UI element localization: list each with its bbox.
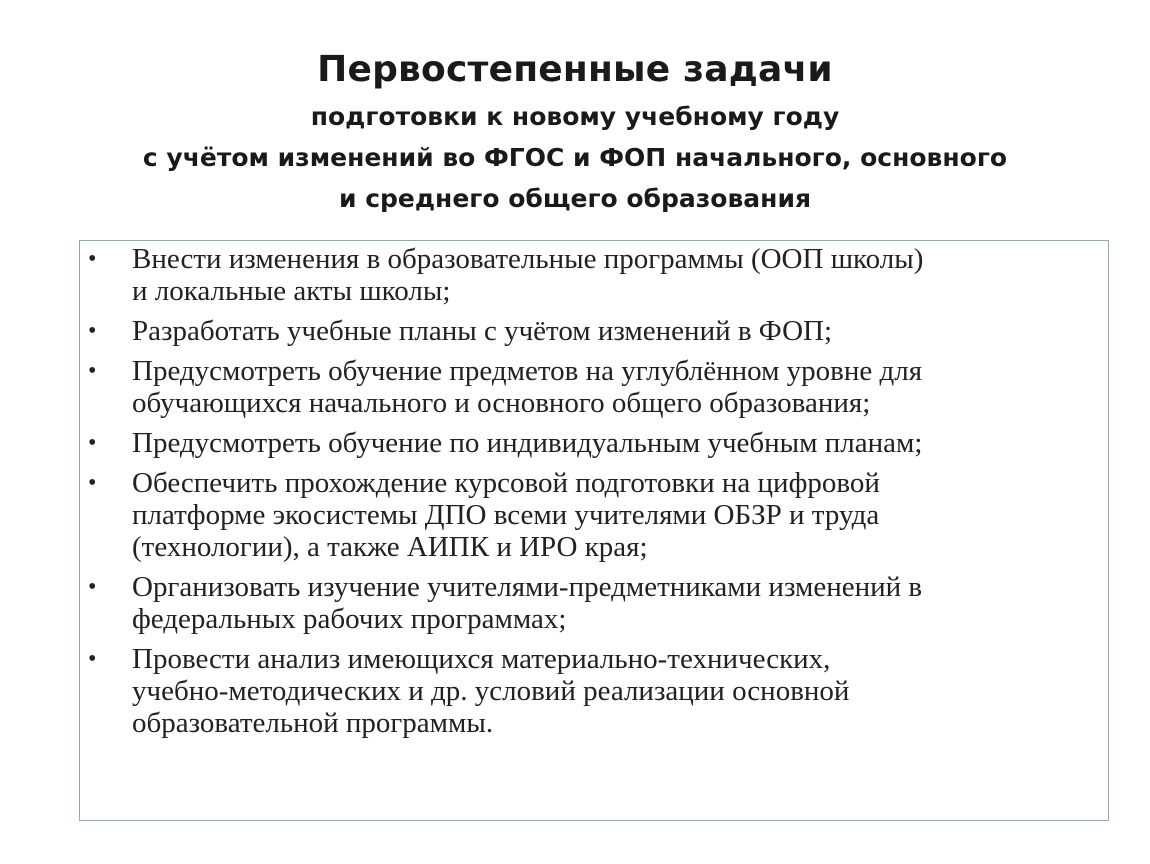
title-main: Первостепенные задачи	[317, 49, 833, 90]
task-text-line: Внести изменения в образовательные программы (ООП школы)	[132, 243, 924, 275]
task-item	[80, 643, 1110, 739]
task-text-line: Обеспечить прохождение курсовой подготовки на цифровой	[132, 467, 880, 499]
task-item	[80, 571, 1110, 635]
task-text-line: учебно-методических и др. условий реализации основной	[132, 675, 850, 707]
content-box	[79, 240, 1109, 821]
title-line-3: с учётом изменений во ФГОС и ФОП начального, основного	[142, 143, 1008, 172]
task-item	[80, 355, 1110, 419]
task-item	[80, 467, 1110, 563]
bullet-icon: •	[88, 318, 97, 344]
bullet-icon: •	[88, 430, 97, 456]
task-text-line: обучающихся начального и основного общего образования;	[132, 387, 871, 419]
bullet-icon: •	[88, 470, 97, 496]
task-text-line: образовательной программы.	[132, 707, 494, 739]
task-text-line: (технологии), а также АИПК и ИРО края;	[132, 531, 648, 563]
task-text-line: и локальные акты школы;	[132, 275, 451, 307]
task-text-line: Разработать учебные планы с учётом изменений в ФОП;	[132, 315, 833, 347]
task-list	[80, 243, 1110, 747]
title-line-2: подготовки к новому учебному году	[310, 102, 840, 131]
bullet-icon: •	[88, 574, 97, 600]
task-text-line: Предусмотреть обучение предметов на углублённом уровне для	[132, 355, 923, 387]
task-text-line: платформе экосистемы ДПО всеми учителями ОБЗР и труда	[132, 499, 880, 531]
task-text-line: Провести анализ имеющихся материально-технических,	[132, 643, 831, 675]
task-item	[80, 315, 1110, 347]
task-text-line: Организовать изучение учителями-предметниками изменений в	[132, 571, 923, 603]
bullet-icon: •	[88, 246, 97, 272]
bullet-icon: •	[88, 358, 97, 384]
task-item	[80, 243, 1110, 307]
task-item	[80, 427, 1110, 459]
slide-title	[0, 44, 1150, 219]
title-line-4: и среднего общего образования	[338, 184, 812, 213]
bullet-icon: •	[88, 646, 97, 672]
task-text-line: Предусмотреть обучение по индивидуальным учебным планам;	[132, 427, 923, 459]
task-text-line: федеральных рабочих программах;	[132, 603, 567, 635]
